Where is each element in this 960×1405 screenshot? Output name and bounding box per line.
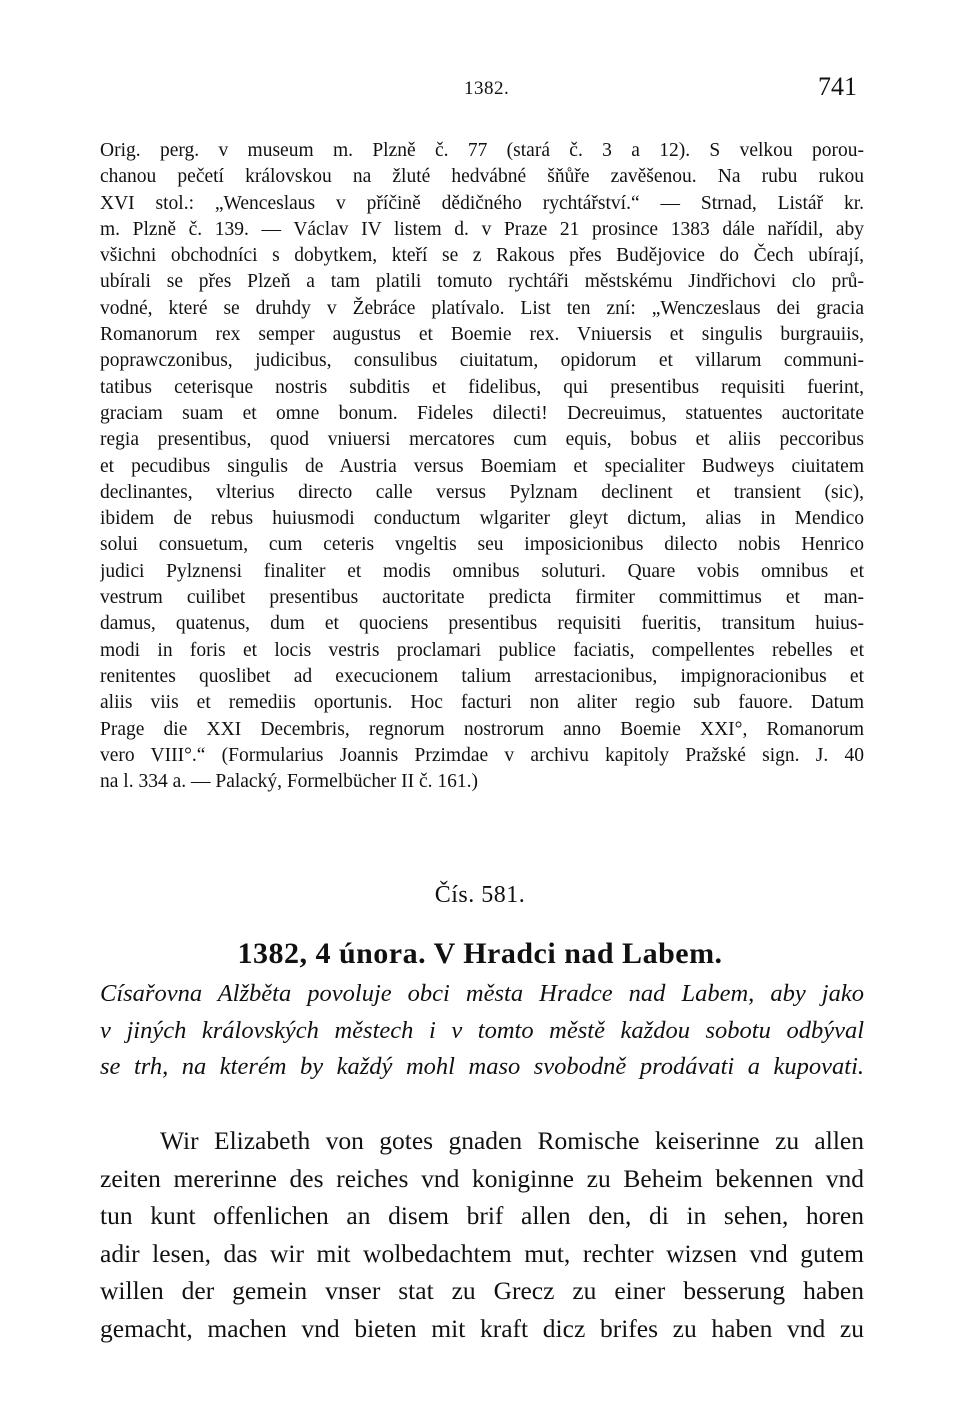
notes-line: damus, quatenus, dum et quociens presentibus requisiti fueritis, transitum huius-: [100, 613, 864, 635]
notes-line: chanou pečetí královskou na žluté hedvábné šňůře zavěšenou. Na rubu rukou: [100, 166, 864, 188]
notes-line: judici Pylznensi finaliter et modis omnibus soluturi. Quare vobis omnibus et: [100, 560, 864, 582]
notes-line: modi in foris et locis vestris proclamari publice faciatis, compellentes rebelles et: [100, 639, 864, 661]
notes-line: tatibus ceterisque nostris subditis et fidelibus, qui presentibus requisiti fuerint,: [100, 376, 864, 398]
summary-line: se trh, na kterém by každý mohl maso svobodně prodávati a kupovati.: [100, 1053, 864, 1080]
running-head-year: 1382.: [464, 78, 510, 99]
body-line: tun kunt offenlichen an disem brif allen den, di in sehen, horen: [100, 1201, 864, 1230]
summary-line: v jiných královských městech i v tomto městě každou sobotu odbýval: [100, 1016, 864, 1044]
notes-line: et pecudibus singulis de Austria versus Boemiam et specialiter Budweys ciuitatem: [100, 455, 864, 477]
source-notes: [100, 138, 864, 795]
notes-line: aliis viis et remediis oportunis. Hoc facturi non aliter regio sub fauore. Datum: [100, 692, 864, 714]
notes-line: graciam suam et omne bonum. Fideles dilecti! Decreuimus, statuentes auctoritate: [100, 402, 864, 424]
notes-line: ibidem de rebus huiusmodi conductum wlgariter gleyt dictum, alias in Mendico: [100, 508, 864, 530]
notes-line: m. Plzně č. 139. — Václav IV listem d. v Praze 21 prosince 1383 dále nařídil, aby: [100, 218, 864, 240]
notes-line: Orig. perg. v museum m. Plzně č. 77 (stará č. 3 a 12). S velkou porou-: [100, 140, 864, 161]
notes-line: XVI stol.: „Wenceslaus v příčině dědičného rychtářství.“ — Strnad, Listář kr.: [100, 192, 864, 214]
notes-line: vodné, které se druhdy v Žebráce platívalo. List ten zní: „Wenczeslaus dei gracia: [100, 297, 864, 319]
notes-line: Romanorum rex semper augustus et Boemie rex. Vniuersis et singulis burgrauiis,: [100, 324, 864, 346]
notes-line: vero VIII°.“ (Formularius Joannis Przimdae v archivu kapitoly Pražské sign. J. 40: [100, 744, 864, 766]
notes-line: Prage die XXI Decembris, regnorum nostrorum anno Boemie XXI°, Romanorum: [100, 718, 864, 740]
document-body: [100, 1122, 864, 1347]
page-number: 741: [818, 72, 857, 101]
body-line: gemacht, machen vnd bieten mit kraft dicz brifes zu haben vnd zu: [100, 1313, 864, 1343]
notes-line: na l. 334 a. — Palacký, Formelbücher II č. 161.): [100, 771, 478, 793]
document-date-heading: 1382, 4 února. V Hradci nad Labem.: [237, 937, 723, 970]
body-line: willen der gemein vnser stat zu Grecz zu einer besserung haben: [100, 1276, 864, 1305]
body-line: Wir Elizabeth von gotes gnaden Romische keiserinne zu allen: [160, 1126, 864, 1155]
body-line: adir lesen, das wir mit wolbedachtem mut, rechter wizsen vnd gutem: [100, 1238, 864, 1268]
document-summary: [100, 976, 864, 1086]
document-number: Čís. 581.: [434, 882, 526, 908]
notes-line: ubírali se přes Plzeň a tam platili tomuto rychtáři městskému Jindřichovi clo prů-: [100, 271, 864, 293]
body-line: zeiten mererinne des reiches vnd koniginne zu Beheim bekennen vnd: [100, 1163, 864, 1193]
notes-line: poprawczonibus, judicibus, consulibus ciuitatum, opidorum et villarum communi-: [100, 350, 864, 372]
notes-line: solui consuetum, cum ceteris vngeltis seu imposicionibus dilecto nobis Henrico: [100, 534, 864, 556]
notes-line: vestrum cuilibet presentibus auctoritate predicta firmiter committimus et man-: [100, 587, 864, 609]
notes-line: declinantes, vlterius directo calle versus Pylznam declinent et transient (sic),: [100, 481, 864, 503]
notes-line: renitentes quoslibet ad execucionem talium arrestacionibus, impignoracionibus et: [100, 665, 864, 687]
summary-line: Císařovna Alžběta povoluje obci města Hradce nad Labem, aby jako: [100, 980, 864, 1007]
notes-line: všichni obchodníci s dobytkem, kteří se z Rakous přes Budějovice do Čech ubírají,: [100, 245, 864, 267]
notes-line: regia presentibus, quod vniuersi mercatores cum equis, bobus et aliis peccoribus: [100, 429, 864, 451]
running-header: [0, 72, 960, 102]
